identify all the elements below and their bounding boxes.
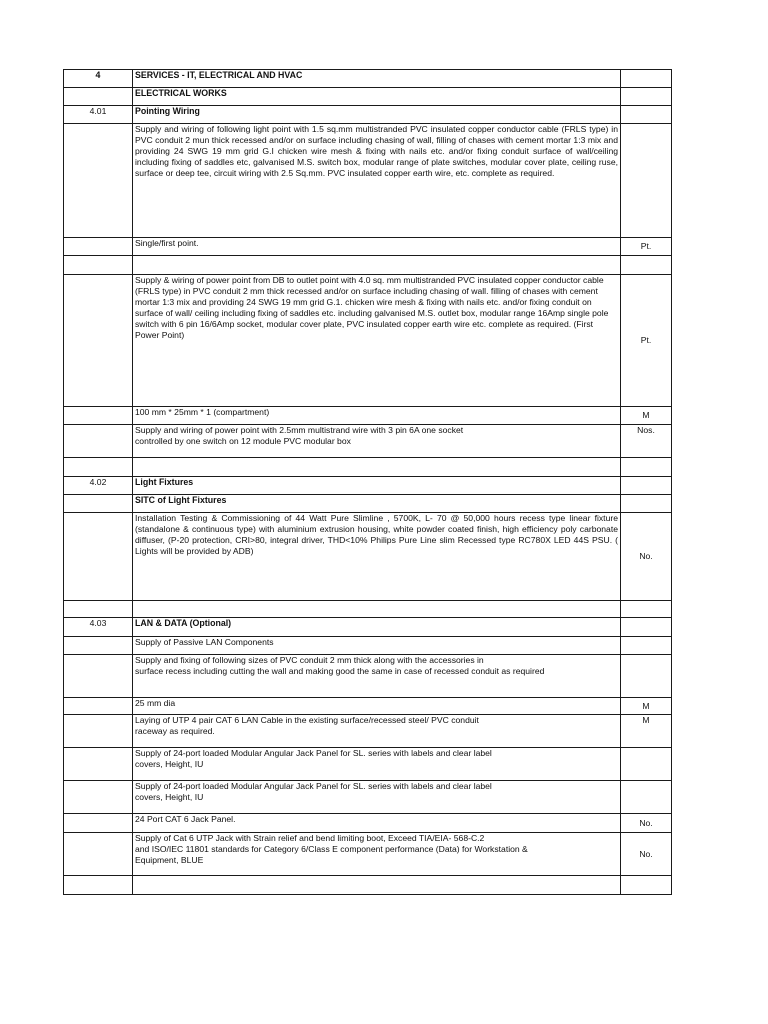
item-number <box>64 715 133 748</box>
boq-table <box>63 69 672 895</box>
item-description: Supply of Cat 6 UTP Jack with Strain relief and bend limiting boot, Exceed TIA/EIA- 568-C.2 and ISO/IEC 11801 standards for Category 6/Class E component performance (Data) for Workstation & Equipment, BLUE <box>133 833 621 876</box>
table-row <box>64 458 672 477</box>
unit-cell: M <box>621 698 672 715</box>
item-description: Supply & wiring of power point from DB to outlet point with 4.0 sq. mm multistranded PVC insulated copper conductor cable (FRLS type) in PVC conduit 2 mm thick recessed and/or on surface including chasing of wall. filling of chases with cement mortar 1:3 mix and providing 24 SWG 19 mm grid G.1. chicken wire mesh & fixing with nails etc. and/or fixing conduit on surface of wall/ ceiling including fixing of saddles etc. including galvanised M.S. outlet box, modular range 16Amp single pole switch with 6 pin 16/6Amp socket, modular cover plate, PVC insulated copper earth wire etc. complete as required. (First Power Point) <box>133 275 621 407</box>
unit-cell <box>621 124 672 238</box>
item-number <box>64 256 133 275</box>
unit-cell: Pt. <box>621 275 672 407</box>
item-description: Supply and wiring of following light point with 1.5 sq.mm multistranded PVC insulated copper conductor cable (FRLS type) in PVC conduit 2 mun thick recessed and/or on surface including chasing of wall, filling of chases with cement mortar 1:3 mix and providing 24 SWG 19 mm grid G.I chicken wire mesh & fixing with nails etc. and/or fixing conduit surface of wall/ceiling including fixing of saddles etc, galvanised M.S. switch box, modular range of plate switches, modular cover plate, ceiling ruse, surface or deep tee, circuit wiring with 2.5 Sq.mm. PVC insulated copper earth wire, etc. complete as required. <box>133 124 621 238</box>
table-row <box>64 715 672 748</box>
table-row <box>64 601 672 618</box>
unit-cell <box>621 618 672 637</box>
item-description: Supply and wiring of power point with 2.5mm multistrand wire with 3 pin 6A one socket controlled by one switch on 12 module PVC modular box <box>133 425 621 458</box>
item-number <box>64 781 133 814</box>
table-row <box>64 876 672 895</box>
unit-cell <box>621 458 672 477</box>
item-number <box>64 407 133 425</box>
table-row <box>64 495 672 513</box>
item-number <box>64 748 133 781</box>
item-description: Supply of Passive LAN Components <box>133 637 621 655</box>
table-row <box>64 238 672 256</box>
table-row <box>64 70 672 88</box>
table-row <box>64 88 672 106</box>
item-description <box>133 601 621 618</box>
table-row <box>64 833 672 876</box>
item-description: 24 Port CAT 6 Jack Panel. <box>133 814 621 833</box>
item-number <box>64 275 133 407</box>
item-description: Installation Testing & Commissioning of 44 Watt Pure Slimline , 5700K, L- 70 @ 50,000 hours recess type linear fixture (standalone & continuous type) with aluminium extrusion housing, white powder coated finish, high efficiency poly carbonate diffuser, (P-20 protection, CRI>80, integral driver, THD<10% Philips Pure Line slim Recessed type RC780X LED 44S PSU. ( Lights will be provided by ADB) <box>133 513 621 601</box>
section-title: SITC of Light Fixtures <box>133 495 621 513</box>
section-title: ELECTRICAL WORKS <box>133 88 621 106</box>
table-row <box>64 106 672 124</box>
unit-cell: No. <box>621 814 672 833</box>
table-row <box>64 781 672 814</box>
unit-cell <box>621 876 672 895</box>
unit-cell: M <box>621 407 672 425</box>
item-number <box>64 655 133 698</box>
table-row <box>64 425 672 458</box>
item-description: Supply and fixing of following sizes of PVC conduit 2 mm thick along with the accessories in surface recess including cutting the wall and making good the same in case of recessed conduit as required <box>133 655 621 698</box>
item-number <box>64 88 133 106</box>
unit-cell <box>621 88 672 106</box>
item-number: 4 <box>64 70 133 88</box>
unit-cell <box>621 495 672 513</box>
unit-cell <box>621 256 672 275</box>
section-title: SERVICES - IT, ELECTRICAL AND HVAC <box>133 70 621 88</box>
table-row <box>64 655 672 698</box>
item-description: Laying of UTP 4 pair CAT 6 LAN Cable in the existing surface/recessed steel/ PVC conduit raceway as required. <box>133 715 621 748</box>
unit-cell <box>621 748 672 781</box>
table-row <box>64 618 672 637</box>
unit-cell: Pt. <box>621 238 672 256</box>
section-title: LAN & DATA (Optional) <box>133 618 621 637</box>
table-row <box>64 637 672 655</box>
item-description: Single/first point. <box>133 238 621 256</box>
item-description: Supply of 24-port loaded Modular Angular Jack Panel for SL. series with labels and clear label covers, Height, IU <box>133 748 621 781</box>
item-number <box>64 814 133 833</box>
item-description: 25 mm dia <box>133 698 621 715</box>
item-number <box>64 637 133 655</box>
item-description <box>133 458 621 477</box>
table-row <box>64 698 672 715</box>
unit-cell: No. <box>621 833 672 876</box>
unit-cell <box>621 106 672 124</box>
table-row <box>64 275 672 407</box>
unit-cell <box>621 601 672 618</box>
item-description <box>133 876 621 895</box>
section-title: Light Fixtures <box>133 477 621 495</box>
item-number <box>64 238 133 256</box>
unit-cell <box>621 477 672 495</box>
item-number <box>64 425 133 458</box>
unit-cell: M <box>621 715 672 748</box>
table-row <box>64 256 672 275</box>
item-description: Supply of 24-port loaded Modular Angular Jack Panel for SL. series with labels and clear label covers, Height, IU <box>133 781 621 814</box>
unit-cell <box>621 70 672 88</box>
table-row <box>64 477 672 495</box>
item-description <box>133 256 621 275</box>
unit-cell: No. <box>621 513 672 601</box>
item-number <box>64 513 133 601</box>
item-number <box>64 833 133 876</box>
item-description: 100 mm * 25mm * 1 (compartment) <box>133 407 621 425</box>
table-row <box>64 124 672 238</box>
item-number <box>64 698 133 715</box>
item-number <box>64 458 133 477</box>
item-number: 4.01 <box>64 106 133 124</box>
unit-cell <box>621 655 672 698</box>
item-number: 4.02 <box>64 477 133 495</box>
item-number <box>64 876 133 895</box>
section-title: Pointing Wiring <box>133 106 621 124</box>
item-number: 4.03 <box>64 618 133 637</box>
table-row <box>64 513 672 601</box>
item-number <box>64 601 133 618</box>
unit-cell <box>621 637 672 655</box>
item-number <box>64 495 133 513</box>
table-row <box>64 814 672 833</box>
unit-cell <box>621 781 672 814</box>
table-row <box>64 407 672 425</box>
item-number <box>64 124 133 238</box>
unit-cell: Nos. <box>621 425 672 458</box>
table-row <box>64 748 672 781</box>
